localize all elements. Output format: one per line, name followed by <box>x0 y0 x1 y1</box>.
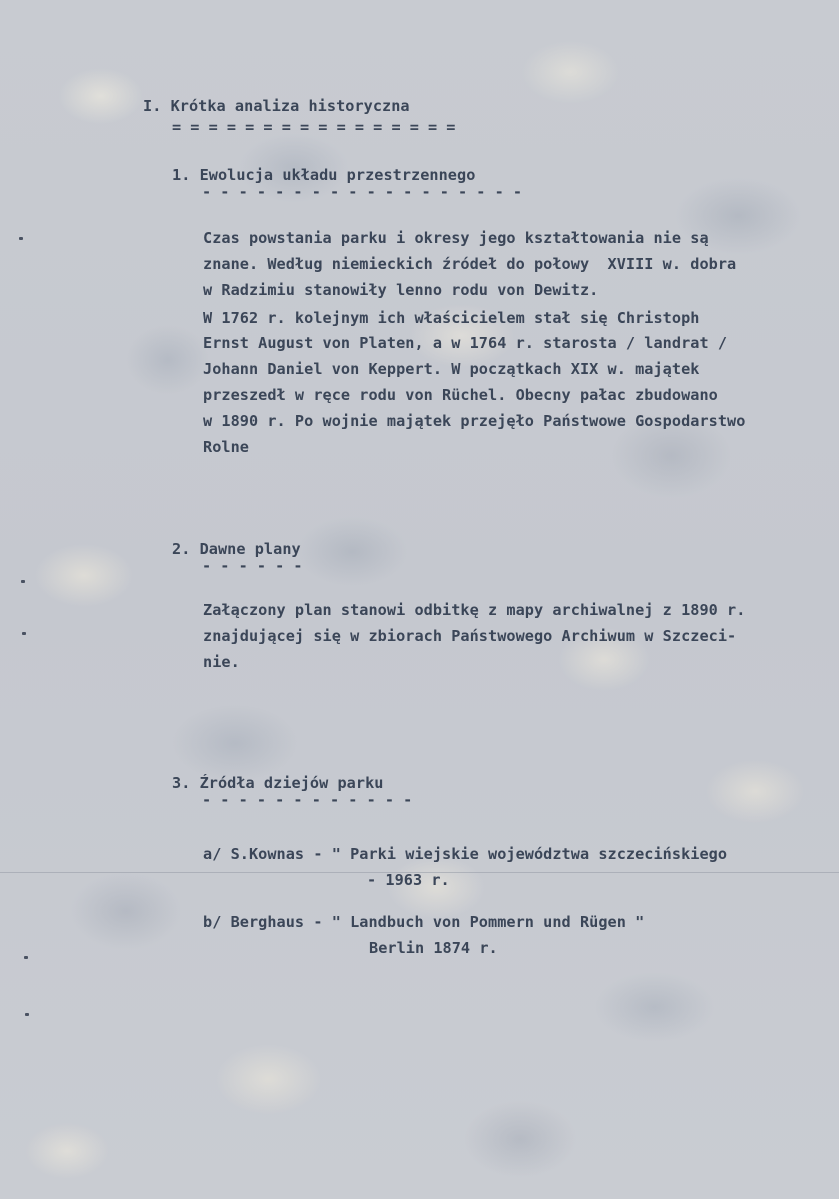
source-line: b/ Berghaus - " Landbuch von Pommern und Rügen " <box>203 913 645 931</box>
source-line: a/ S.Kownas - " Parki wiejskie województwa szczecińskiego <box>203 845 728 863</box>
paragraph-line: W 1762 r. kolejnym ich właścicielem stał się Christoph <box>203 309 700 327</box>
section-1-underline: - - - - - - - - - - - - - - - - - - <box>202 183 523 201</box>
section-1-heading: 1. Ewolucja układu przestrzennego <box>172 166 476 184</box>
paragraph-line: Czas powstania parku i okresy jego kształtowania nie są <box>203 229 709 247</box>
paragraph-line: nie. <box>203 653 240 671</box>
paragraph-line: przeszedł w ręce rodu von Rüchel. Obecny pałac zbudowano <box>203 386 718 404</box>
page-title: I. Krótka analiza historyczna <box>143 97 410 115</box>
paragraph-line: w 1890 r. Po wojnie majątek przejęło Państwowe Gospodarstwo <box>203 412 746 430</box>
title-underline: = = = = = = = = = = = = = = = = <box>172 118 456 136</box>
source-line-continued: Berlin 1874 r. <box>369 939 498 957</box>
paragraph-line: znajdującej się w zbiorach Państwowego Archiwum w Szczeci- <box>203 627 737 645</box>
section-3-underline: - - - - - - - - - - - - <box>202 791 413 809</box>
margin-mark <box>22 632 26 635</box>
paragraph-line: znane. Według niemieckich źródeł do połowy XVIII w. dobra <box>203 255 737 273</box>
paragraph-line: w Radzimiu stanowiły lenno rodu von Dewitz. <box>203 281 599 299</box>
section-2-heading: 2. Dawne plany <box>172 540 301 558</box>
section-2-underline: - - - - - - <box>202 557 303 575</box>
margin-mark <box>25 1013 29 1016</box>
margin-mark <box>24 956 28 959</box>
paragraph-line: Załączony plan stanowi odbitkę z mapy archiwalnej z 1890 r. <box>203 601 746 619</box>
source-line-continued: - 1963 r. <box>367 871 450 889</box>
paragraph-line: Rolne <box>203 438 249 456</box>
paragraph-line: Ernst August von Platen, a w 1764 r. starosta / landrat / <box>203 334 728 352</box>
margin-mark <box>19 237 23 240</box>
paragraph-line: Johann Daniel von Keppert. W początkach XIX w. majątek <box>203 360 700 378</box>
section-3-heading: 3. Źródła dziejów parku <box>172 774 384 792</box>
margin-mark <box>21 580 25 583</box>
